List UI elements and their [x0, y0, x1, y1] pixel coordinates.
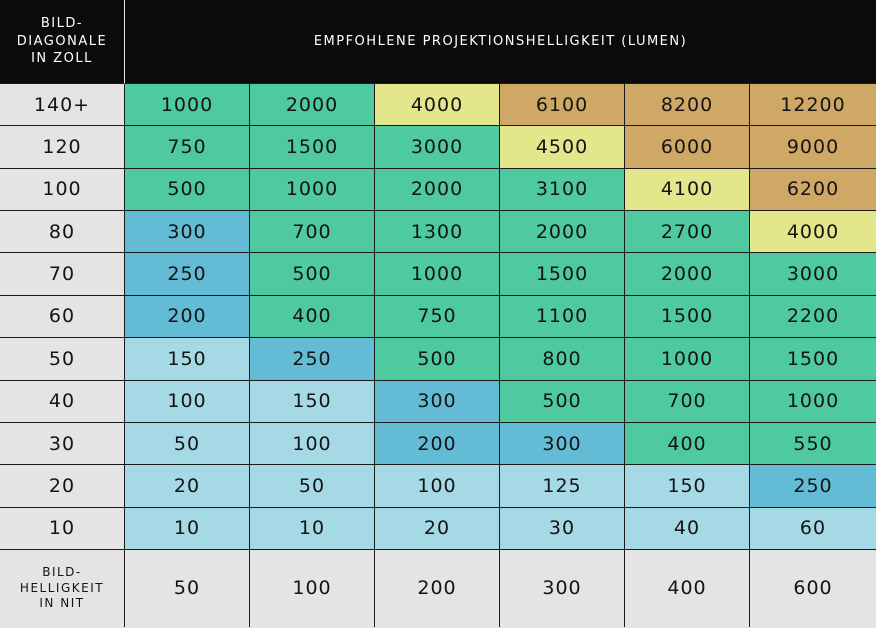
table-cell: 400 — [250, 296, 375, 338]
table-cell: 150 — [125, 338, 250, 380]
table-cell: 300 — [500, 423, 625, 465]
table-cell: 6200 — [750, 169, 876, 211]
table-cell: 1000 — [125, 84, 250, 126]
table-cell: 500 — [125, 169, 250, 211]
table-cell: 1000 — [625, 338, 750, 380]
table-cell: 50 — [250, 465, 375, 507]
table-cell: 1000 — [750, 381, 876, 423]
header-screen-diagonal — [0, 0, 125, 84]
row-label: 30 — [0, 423, 125, 465]
table-cell: 3100 — [500, 169, 625, 211]
table-cell: 60 — [750, 508, 876, 550]
table-cell: 4000 — [750, 211, 876, 253]
footer-nit-value: 100 — [250, 550, 375, 627]
table-cell: 2000 — [375, 169, 500, 211]
table-cell: 150 — [250, 381, 375, 423]
header-recommended-brightness-label: EMPFOHLENE PROJEKTIONSHELLIGKEIT (LUMEN) — [313, 33, 688, 49]
table-cell: 500 — [250, 253, 375, 295]
table-cell: 50 — [125, 423, 250, 465]
table-cell: 2000 — [500, 211, 625, 253]
header-screen-diagonal-label: BILD- DIAGONALE IN ZOLL — [16, 16, 108, 67]
table-cell: 200 — [125, 296, 250, 338]
table-cell: 550 — [750, 423, 876, 465]
table-cell: 125 — [500, 465, 625, 507]
footer-nit-value: 600 — [750, 550, 876, 627]
table-cell: 2000 — [625, 253, 750, 295]
table-cell: 200 — [375, 423, 500, 465]
row-label: 80 — [0, 211, 125, 253]
table-cell: 1000 — [375, 253, 500, 295]
table-cell: 300 — [125, 211, 250, 253]
table-cell: 100 — [125, 381, 250, 423]
table-cell: 4000 — [375, 84, 500, 126]
table-cell: 10 — [250, 508, 375, 550]
table-cell: 150 — [625, 465, 750, 507]
table-cell: 1100 — [500, 296, 625, 338]
row-label: 70 — [0, 253, 125, 295]
row-label: 100 — [0, 169, 125, 211]
row-label: 40 — [0, 381, 125, 423]
footer-image-brightness-label: BILD- HELLIGKEIT IN NIT — [0, 550, 125, 627]
table-cell: 500 — [500, 381, 625, 423]
table-cell: 30 — [500, 508, 625, 550]
table-cell: 3000 — [750, 253, 876, 295]
table-cell: 750 — [375, 296, 500, 338]
table-cell: 1500 — [500, 253, 625, 295]
table-cell: 1000 — [250, 169, 375, 211]
row-label: 10 — [0, 508, 125, 550]
table-cell: 9000 — [750, 126, 876, 168]
table-cell: 300 — [375, 381, 500, 423]
row-label: 20 — [0, 465, 125, 507]
table-cell: 250 — [125, 253, 250, 295]
table-cell: 6000 — [625, 126, 750, 168]
table-cell: 20 — [125, 465, 250, 507]
row-label: 120 — [0, 126, 125, 168]
footer-nit-value: 200 — [375, 550, 500, 627]
table-cell: 700 — [250, 211, 375, 253]
table-cell: 3000 — [375, 126, 500, 168]
table-cell: 100 — [250, 423, 375, 465]
table-cell: 2700 — [625, 211, 750, 253]
table-cell: 6100 — [500, 84, 625, 126]
footer-nit-value: 300 — [500, 550, 625, 627]
table-cell: 10 — [125, 508, 250, 550]
table-cell: 700 — [625, 381, 750, 423]
table-cell: 2000 — [250, 84, 375, 126]
table-cell: 400 — [625, 423, 750, 465]
table-cell: 40 — [625, 508, 750, 550]
table-cell: 750 — [125, 126, 250, 168]
table-cell: 500 — [375, 338, 500, 380]
table-cell: 250 — [750, 465, 876, 507]
footer-nit-value: 400 — [625, 550, 750, 627]
row-label: 50 — [0, 338, 125, 380]
table-cell: 2200 — [750, 296, 876, 338]
row-label: 140+ — [0, 84, 125, 126]
table-cell: 250 — [250, 338, 375, 380]
table-cell: 20 — [375, 508, 500, 550]
table-cell: 8200 — [625, 84, 750, 126]
row-label: 60 — [0, 296, 125, 338]
table-cell: 12200 — [750, 84, 876, 126]
footer-nit-value: 50 — [125, 550, 250, 627]
table-cell: 100 — [375, 465, 500, 507]
table-cell: 1300 — [375, 211, 500, 253]
table-cell: 1500 — [625, 296, 750, 338]
table-cell: 800 — [500, 338, 625, 380]
table-cell: 1500 — [250, 126, 375, 168]
table-cell: 4500 — [500, 126, 625, 168]
table-cell: 4100 — [625, 169, 750, 211]
header-recommended-brightness — [125, 0, 876, 84]
table-cell: 1500 — [750, 338, 876, 380]
